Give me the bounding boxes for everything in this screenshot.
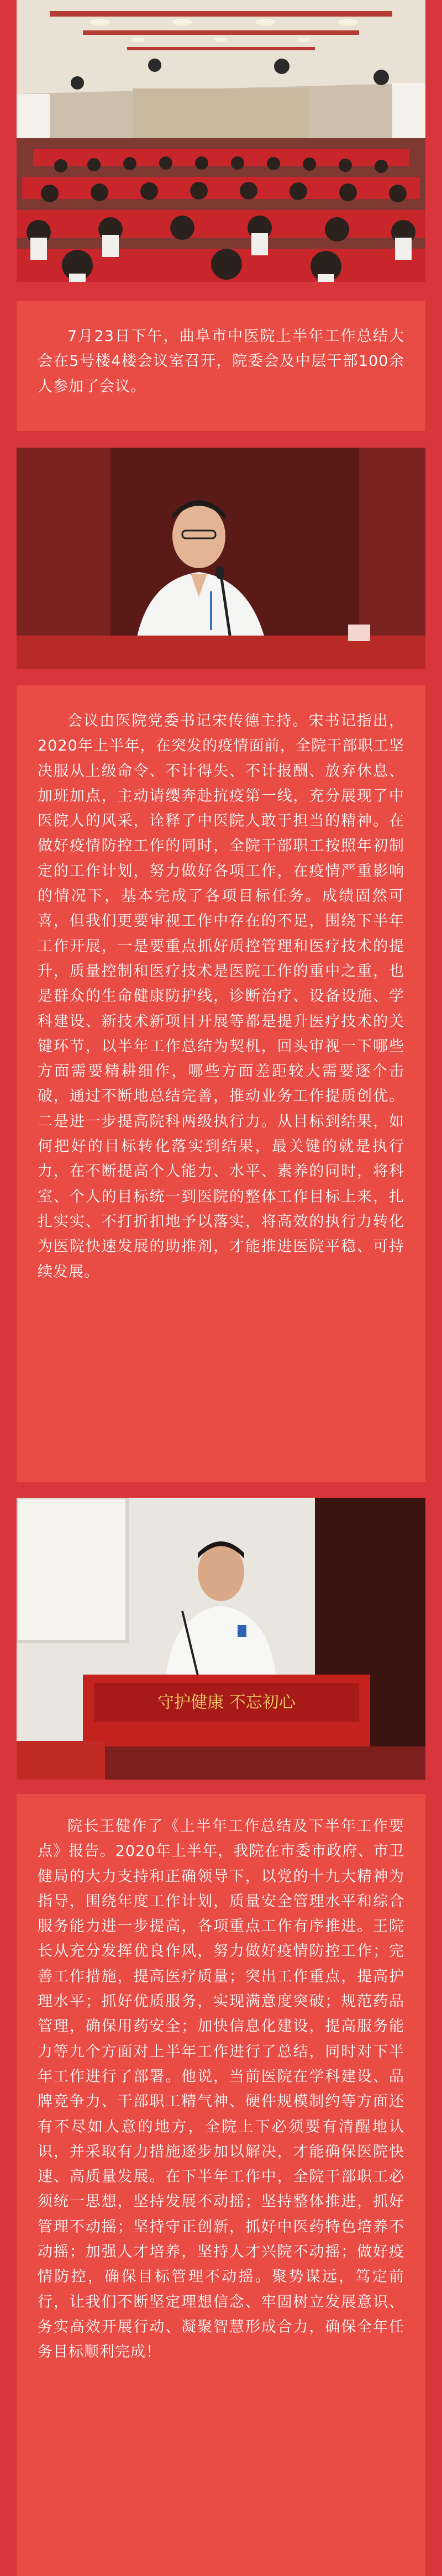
president-report-paragraph: 院长王健作了《上半年工作总结及下半年工作要点》报告。2020年上半年，我院在市委市政府、市卫健局的大力支持和正确领导下，以党的十九大精神为指导，围绕年度工作计划，质量安全管理水平和综合服务能力进一步提高，各项重点工作有序推进。王院长从充分发挥优良作风，努力做好疫情防控工作；完善工作措施，提高医疗质量；突出工作重点，提高护理水平；抓好优质服务，实现满意度突破；规范药品管理，确保用药安全；加快信息化建设，提高服务能力等九个方面对上半年工作进行了总结，同时对下半年工作进行了部署。他说，当前医院在学科建设、品牌竞争力、干部职工精气神、硬件规模制约等方面还有不尽如人意的地方，全院上下必须要有清醒地认识，并采取有力措施逐步加以解决，才能确保医院快速、高质量发展。在下半年工作中，全院干部职工必须统一思想，坚持发展不动摇；坚持整体推进，抓好管理不动摇；坚持守正创新，抓好中医药特色培养不动摇；加强人才培养，坚持人才兴院不动摇；做好疫情防控，确保目标管理不动摇。聚势谋远，笃定前行，让我们不断坚定理想信念、牢固树立发展意识、务实高效开展行动、凝聚智慧形成合力，确保全年任务目标顺利完成！ — [38, 1818, 404, 2361]
party-secretary-speaking-photo — [17, 448, 425, 669]
secretary-speech-panel — [17, 685, 425, 1482]
president-at-podium-photo — [17, 1498, 425, 1780]
secretary-speech-paragraph: 会议由医院党委书记宋传德主持。宋书记指出，2020年上半年，在突发的疫情面前，全院干部职工坚决服从上级命令、不计得失、不计报酬、放弃休息、加班加点，主动请缨奔赴抗疫第一线，充分展现了中医院人的风采，诠释了中医院人敢于担当的精神。在做好疫情防控工作的同时，全院干部职工按照年初制定的工作计划，努力做好各项工作，在疫情严重影响的情况下，基本完成了各项目标任务。成绩固然可喜，但我们更要审视工作中存在的不足，围绕下半年工作开展，一是要重点抓好质控管理和医疗技术的提升，质量控制和医疗技术是医院工作的重中之重，也是群众的生命健康防护线，诊断治疗、设备设施、学科建设、新技术新项目开展等都是提升医疗技术的关键环节，以半年工作总结为契机，回头审视一下哪些方面需要精耕细作，哪些方面差距较大需要逐个击破，通过不断地总结完善，推动业务工作提质创优。二是进一步提高院科两级执行力。从目标到结果，如何把好的目标转化落实到结果，最关键的就是执行力，在不断提高个人能力、水平、素养的同时，将科室、个人的目标统一到医院的整体工作目标上来，扎扎实实、不打折扣地予以落实，将高效的执行力转化为医院快速发展的助推剂，才能推进医院平稳、可持续发展。 — [38, 712, 404, 1281]
president-report-panel — [17, 1794, 425, 2576]
meeting-hall-photo — [17, 0, 425, 282]
podium-banner-text: 守护健康 不忘初心 — [157, 1693, 296, 1712]
intro-text-panel — [17, 301, 425, 431]
intro-paragraph: 7月23日下午，曲阜市中医院上半年工作总结大会在5号楼4楼会议室召开，院委会及中层干部100余人参加了会议。 — [38, 328, 404, 395]
